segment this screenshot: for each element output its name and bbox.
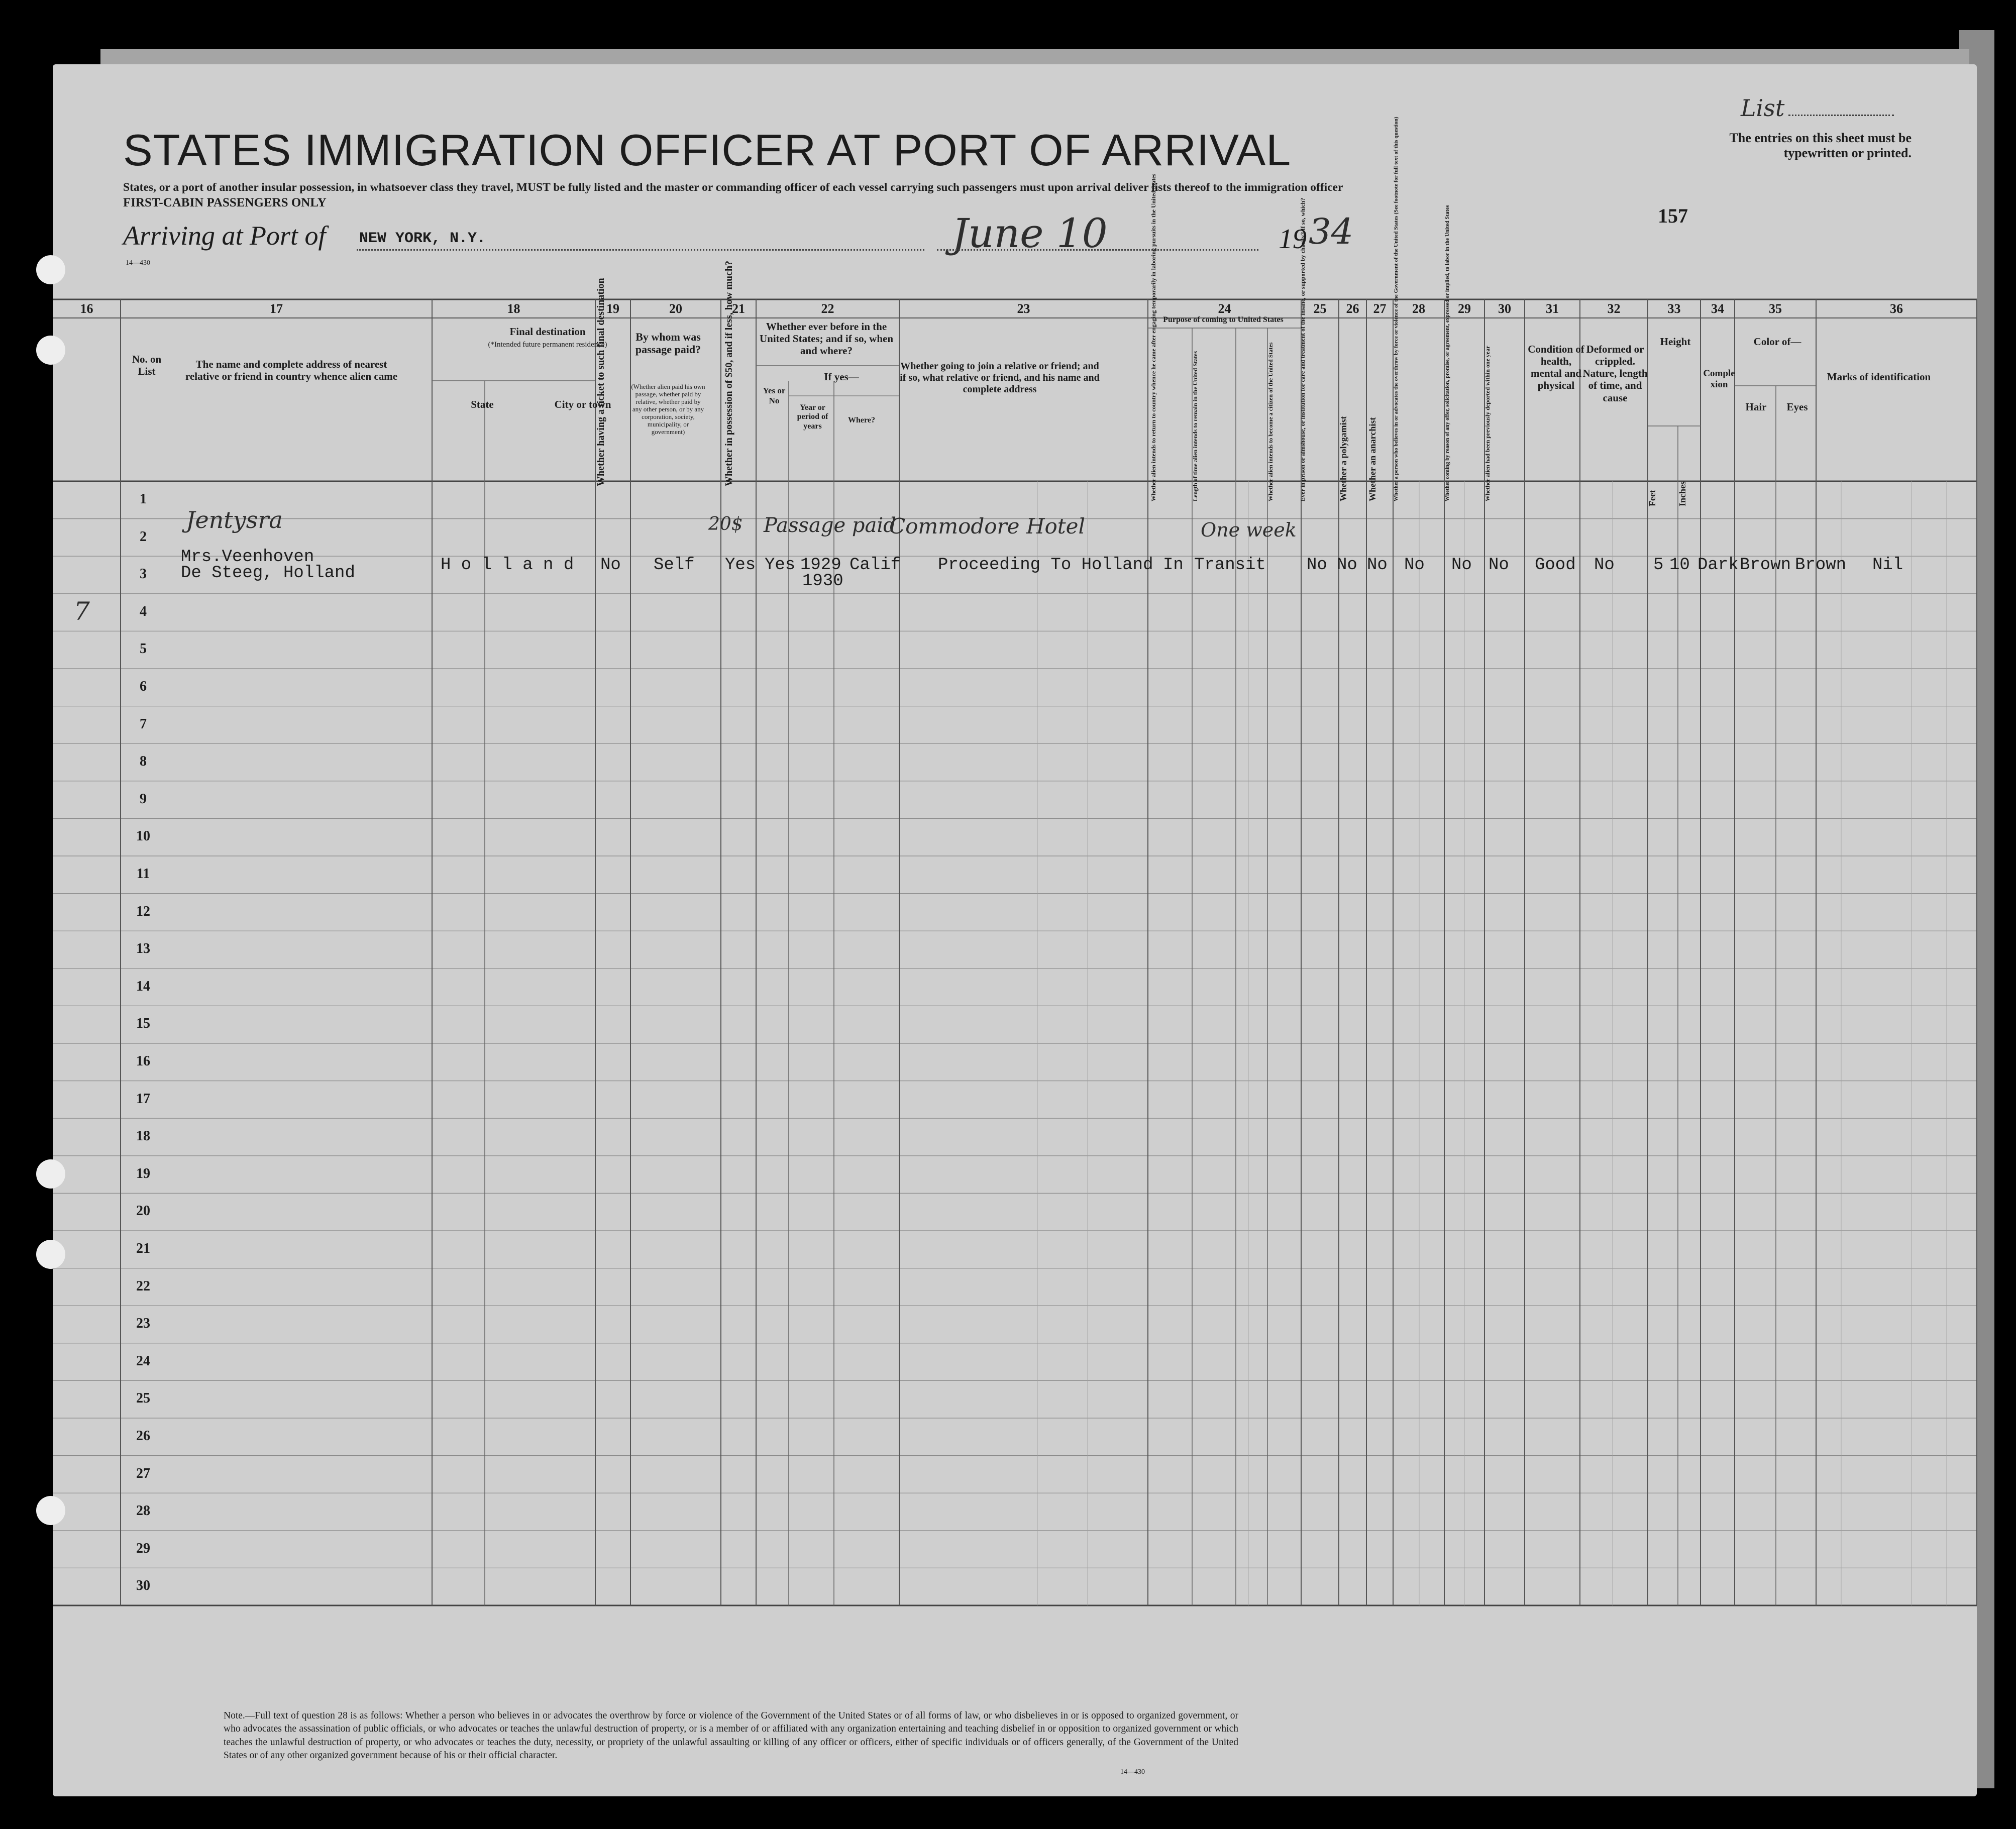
column-number: 33 [1667, 301, 1681, 316]
row-number: 9 [140, 791, 147, 807]
column-number: 36 [1890, 301, 1903, 316]
column-number: 29 [1458, 301, 1471, 316]
header-col36: Marks of identification [1827, 371, 1931, 383]
row-number: 17 [136, 1091, 150, 1107]
column-number: 18 [507, 301, 520, 316]
column-number: 26 [1346, 301, 1359, 316]
header-col35-eyes: Eyes [1786, 401, 1808, 413]
footer-form-number: 14—430 [1120, 1768, 1145, 1776]
col26-value: No [1337, 556, 1357, 575]
header-col24a: Whether alien intends to return to country whence he came after engaging temporarily in laboring pursuits in the United States [1150, 173, 1157, 501]
header-col32: Deformed or crippled. Nature, length of time, and cause [1582, 343, 1648, 404]
header-col22-ifyes: If yes— [824, 371, 859, 383]
handwritten-note-24: One week [1201, 519, 1297, 541]
row-number: 8 [140, 754, 147, 770]
col25-value: No [1307, 556, 1327, 575]
handwritten-note-17: Jentysra [186, 506, 283, 533]
handwritten-note-22: Passage paid [764, 514, 896, 537]
col27-value: No [1367, 556, 1388, 575]
marks-value: Nil [1872, 556, 1903, 575]
row-number: 24 [136, 1353, 150, 1369]
header-col31: Condition of health, mental and physical [1528, 343, 1584, 392]
year-prefix: 19 [1279, 224, 1307, 255]
column-number: 16 [80, 301, 93, 316]
ticket-value: No [600, 556, 621, 575]
row-number: 13 [136, 941, 150, 957]
form-number: 14—430 [126, 259, 150, 267]
height-inches-value: 10 [1669, 556, 1690, 575]
page-title: STATES IMMIGRATION OFFICER AT PORT OF ARRIVAL [123, 125, 1292, 175]
header-col25: Ever in prison or almshouse, or institution for care and treatment of the insane, or supported by charity? If so, which? [1299, 197, 1306, 501]
header-col33-feet: Feet [1647, 490, 1657, 506]
before-yesno-value: Yes [765, 556, 796, 575]
header-col21: Whether in possession of $50, and if less, how much? [723, 260, 734, 486]
column-number: 28 [1412, 301, 1425, 316]
column-number: 32 [1607, 301, 1621, 316]
relative-name: Mrs.Veenhoven [181, 548, 314, 567]
row-number: 26 [136, 1428, 150, 1444]
column-number: 30 [1498, 301, 1511, 316]
header-col28: Whether a person who believes in or advocates the overthrow by force or violence of the Government of the United States (See footnote for full text of this question) [1393, 117, 1399, 501]
row-number: 2 [140, 528, 147, 545]
has-50-value: Yes [725, 556, 756, 575]
col29-value: No [1451, 556, 1472, 575]
column-number: 20 [669, 301, 682, 316]
header-col22-year: Year or period of years [797, 403, 828, 431]
row-number: 18 [136, 1128, 150, 1144]
hair-value: Brown [1740, 556, 1791, 575]
row-number: 21 [136, 1241, 150, 1256]
list-label: List [1741, 94, 1785, 122]
col30-value: No [1489, 556, 1509, 575]
header-col20-note: (Whether alien paid his own passage, whether paid by relative, whether paid by any other person, or by any corporation, society, municipality, or government) [631, 383, 705, 436]
column-number: 19 [606, 301, 619, 316]
before-years-value: 1929 [800, 556, 841, 575]
row-number: 20 [136, 1203, 150, 1219]
column-number: 21 [732, 301, 745, 316]
row-number: 5 [140, 641, 147, 657]
header-col33-title: Height [1660, 336, 1691, 348]
handwritten-note-23: Commodore Hotel [889, 514, 1085, 539]
header-col16: No. on List [132, 353, 162, 378]
header-col20-title: By whom was passage paid? [635, 331, 701, 356]
column-number: 31 [1546, 301, 1559, 316]
row-number: 30 [136, 1578, 150, 1594]
column-number: 23 [1017, 301, 1030, 316]
row-number: 15 [136, 1016, 150, 1032]
column-number: 35 [1769, 301, 1782, 316]
purpose-b-value: Transit [1194, 556, 1266, 575]
typewritten-note: The entries on this sheet must be typewritten or printed. [1729, 131, 1912, 160]
health-value: Good [1535, 556, 1576, 575]
header-col18-state: State [471, 398, 494, 410]
row-number: 1 [140, 491, 147, 507]
column-number: 22 [821, 301, 834, 316]
before-where-value: Calif [850, 556, 901, 575]
row-number: 10 [136, 828, 150, 844]
header-col18-note: (*Intended future permanent residence) [488, 341, 607, 349]
header-col24c: Whether alien intends to become a citizen of the United States [1267, 342, 1274, 501]
header-col22-where: Where? [848, 416, 875, 424]
column-number: 25 [1313, 301, 1327, 316]
header-col22-title: Whether ever before in the United States; and if so, when and where? [759, 320, 894, 357]
row-number: 16 [136, 1053, 150, 1069]
row-number: 29 [136, 1540, 150, 1556]
header-col34: Complexion [1703, 368, 1735, 390]
header-col24-title: Purpose of coming to United States [1163, 315, 1284, 324]
year-suffix: 34 [1309, 211, 1354, 252]
header-col22-yesno: Yes or No [763, 386, 786, 405]
row-number: 4 [140, 603, 147, 619]
header-col27: Whether an anarchist [1367, 417, 1377, 501]
row-number: 3 [140, 566, 147, 582]
header-col35-title: Color of— [1753, 336, 1801, 348]
row-number: 27 [136, 1465, 150, 1481]
column-number: 24 [1218, 301, 1231, 316]
header-col17: The name and complete address of nearest relative or friend in country whence alien came [185, 358, 398, 383]
handwritten-note-21: 20$ [708, 514, 743, 534]
header-col18-city: City or town [554, 398, 611, 410]
class-line: FIRST-CABIN PASSENGERS ONLY [123, 196, 327, 209]
arriving-label: Arriving at Port of [123, 221, 326, 251]
row-number: 23 [136, 1316, 150, 1332]
row-number: 6 [140, 679, 147, 694]
header-col29: Whether coming by reason of any offer, solicitation, promise, or agreement, expressed or implied, to labor in the United States [1444, 205, 1450, 501]
column-number: 34 [1711, 301, 1724, 316]
relative-address: De Steeg, Holland [181, 564, 355, 583]
row-number: 12 [136, 903, 150, 919]
table-grid [53, 64, 1977, 1796]
handwritten-margin-mark: 7 [74, 597, 90, 626]
destination-state: H o l l a n d [441, 556, 574, 575]
header-col24b: Length of time alien intends to remain in the United States [1192, 351, 1199, 501]
deformed-value: No [1594, 556, 1615, 575]
page-number: 157 [1658, 204, 1688, 227]
row-number: 7 [140, 716, 147, 732]
manifest-sheet [53, 64, 1977, 1796]
row-number: 19 [136, 1165, 150, 1181]
column-number: 27 [1373, 301, 1387, 316]
before-years-value-2: 1930 [802, 572, 843, 591]
port-value: NEW YORK, N.Y. [359, 230, 486, 247]
header-col19: Whether having a ticket to such final destination [595, 278, 606, 486]
footnote: Note.—Full text of question 28 is as follows: Whether a person who believes in or advocates the overthrow by force or violence of the Government of the United States or of all forms of law, or who disbelieves in or is opposed to organized government, or who advocates the assassination of public officials, or who advocates or teaches the unlawful destruction of property, or is a member of or affiliated with any organization entertaining and teaching disbelief in or opposition to organized government or which teaches the unlawful destruction of property, or who advocates or teaches the duty, necessity, or propriety of the unlawful assaulting or killing of any officer or officers, either of specific individuals or of officers generally, of the Government of the United States or of any other organized government because of his or their official character. [224, 1710, 1238, 1761]
height-feet-value: 5 [1653, 556, 1664, 575]
subtitle: States, or a port of another insular possession, in whatsoever class they travel, MUST be fully listed and the master or commanding officer of each vessel carrying such passengers must upon arrival deliver lists thereof to the immigration officer [123, 181, 1343, 194]
complexion-value: Dark [1697, 556, 1739, 575]
header-col18-title: Final destination [509, 326, 586, 338]
row-number: 11 [136, 866, 150, 882]
joining-value: Proceeding To Holland [938, 556, 1153, 575]
header-col30: Whether alien had been previously deported within one year [1484, 346, 1491, 501]
arrival-date: June 10 [952, 210, 1108, 257]
paid-by-value: Self [654, 556, 695, 575]
eyes-value: Brown [1795, 556, 1847, 575]
row-number: 25 [136, 1390, 150, 1407]
col28-value: No [1404, 556, 1425, 575]
row-number: 28 [136, 1503, 150, 1519]
purpose-a-value: In [1163, 556, 1184, 575]
row-number: 14 [136, 978, 150, 994]
column-number: 17 [270, 301, 283, 316]
header-col26: Whether a polygamist [1338, 416, 1348, 501]
header-col33-inches: Inches [1677, 481, 1687, 506]
header-col23: Whether going to join a relative or friend; and if so, what relative or friend, and his name and complete address [900, 361, 1100, 395]
row-number: 22 [136, 1278, 150, 1294]
header-col35-hair: Hair [1745, 401, 1767, 413]
